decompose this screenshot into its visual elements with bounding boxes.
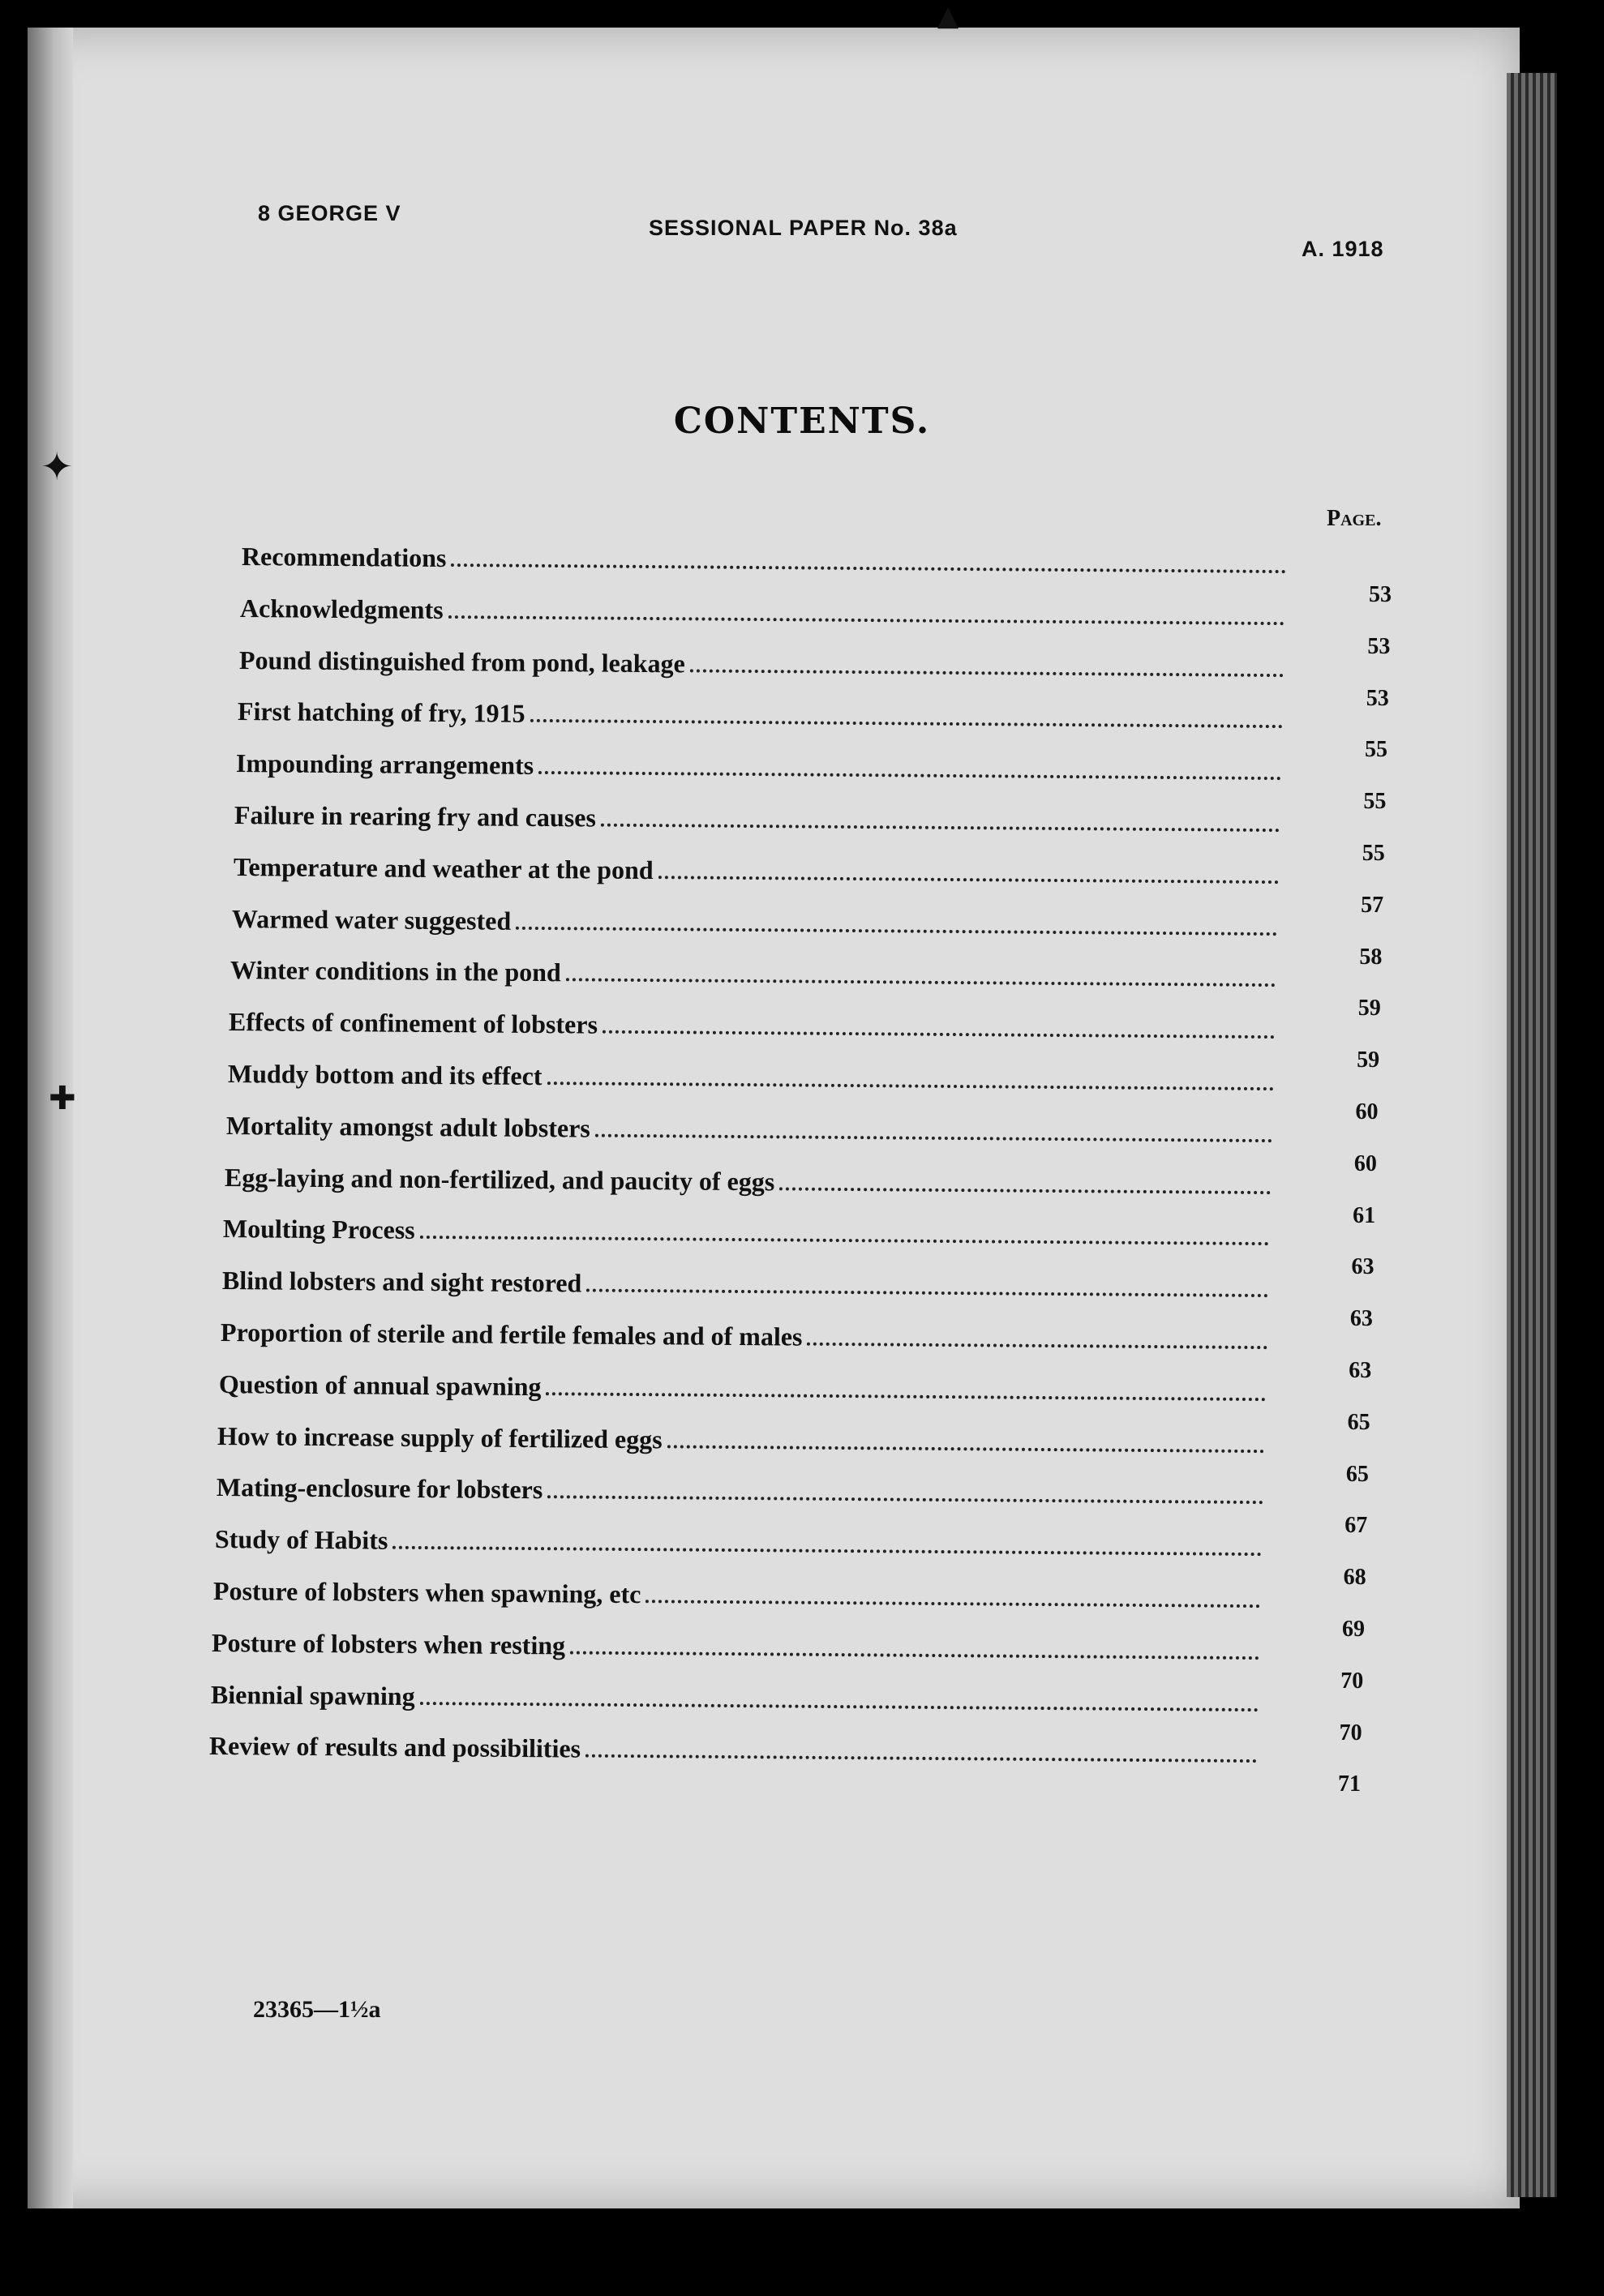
toc-entry-label: First hatching of fry, 1915: [237, 696, 525, 729]
toc-entry-page: 65: [1347, 1409, 1370, 1435]
toc-entry-page: 60: [1355, 1099, 1379, 1124]
toc-entry-label: Acknowledgments: [240, 593, 444, 624]
toc-entry-label: Impounding arrangements: [235, 748, 534, 781]
toc-entry-page: 65: [1345, 1461, 1369, 1487]
footer-code: 23365—1½a: [253, 1996, 381, 2023]
toc-entry-page: 68: [1343, 1565, 1366, 1591]
toc-entry-page: 55: [1363, 789, 1387, 815]
top-edge-mark: ▲: [937, 0, 959, 32]
toc-entry-label: Warmed water suggested: [231, 903, 512, 936]
toc-entry-page: 71: [1338, 1771, 1361, 1797]
header-right: A. 1918: [1302, 237, 1384, 261]
toc-entry-page: 70: [1339, 1720, 1362, 1746]
toc-entry-label: Winter conditions in the pond: [229, 955, 562, 987]
toc-entry-page: 53: [1367, 633, 1391, 659]
toc-entry-page: 53: [1366, 685, 1389, 711]
toc-entry-page: 69: [1341, 1617, 1365, 1642]
toc-entry-page: 57: [1361, 892, 1384, 918]
toc-entry-page: 55: [1365, 737, 1388, 763]
toc-entry-label: Mating-enclosure for lobsters: [216, 1472, 543, 1505]
toc-entry-label: Pound distinguished from pond, leakage: [238, 645, 685, 678]
toc-entry-label: Question of annual spawning: [219, 1369, 542, 1401]
toc-entry-page: 55: [1362, 841, 1385, 866]
toc-entry-page: 58: [1359, 944, 1383, 970]
binding-cross-mark: ✚: [49, 1080, 76, 1117]
toc-entry-label: Proportion of sterile and fertile females and of males: [220, 1317, 803, 1351]
toc-entry-page: 63: [1349, 1306, 1373, 1332]
page-binding-shadow: [28, 28, 73, 2208]
toc-entry-label: How to increase supply of fertilized eggs: [217, 1420, 663, 1454]
toc-entry-label: Posture of lobsters when spawning, etc: [213, 1576, 641, 1609]
toc-entry-label: Posture of lobsters when resting: [212, 1627, 566, 1660]
toc-entry-page: 63: [1349, 1358, 1372, 1383]
toc-entry-label: Biennial spawning: [210, 1679, 415, 1711]
toc-entry-label: Temperature and weather at the pond: [233, 851, 654, 885]
header-left: 8 GEORGE V: [258, 201, 401, 225]
toc-entry-label: Recommendations: [241, 542, 447, 572]
toc-entry-page: 59: [1357, 996, 1381, 1022]
toc-entry-label: Mortality amongst adult lobsters: [225, 1110, 590, 1143]
toc-entry-label: Study of Habits: [214, 1524, 388, 1555]
toc-entry-label: Moulting Process: [223, 1214, 416, 1245]
toc-entry-page: 60: [1353, 1150, 1377, 1176]
toc-entry-page: 67: [1345, 1513, 1368, 1539]
toc-entry-page: 70: [1340, 1668, 1364, 1694]
toc-entry-page: 63: [1351, 1254, 1375, 1280]
page-edges: [1507, 73, 1557, 2197]
toc-entry-label: Blind lobsters and sight restored: [221, 1266, 582, 1298]
toc-entry-label: Review of results and possibilities: [208, 1731, 581, 1763]
toc-entry-page: 61: [1353, 1202, 1376, 1228]
header-center: SESSIONAL PAPER No. 38a: [649, 216, 958, 240]
document-page: [28, 28, 1520, 2208]
toc-entry-label: Egg-laying and non-fertilized, and paucity of eggs: [224, 1162, 775, 1196]
binding-star-mark: ✦: [41, 444, 74, 490]
toc-entry-label: Muddy bottom and its effect: [227, 1059, 543, 1091]
toc-entry-page: 53: [1369, 582, 1392, 607]
toc-entry-label: Effects of confinement of lobsters: [229, 1007, 598, 1039]
toc-entry-label: Failure in rearing fry and causes: [234, 800, 597, 833]
contents-title: CONTENTS.: [673, 401, 931, 442]
page-column-label: Page.: [1327, 506, 1382, 531]
toc-entry-page: 59: [1357, 1047, 1380, 1073]
